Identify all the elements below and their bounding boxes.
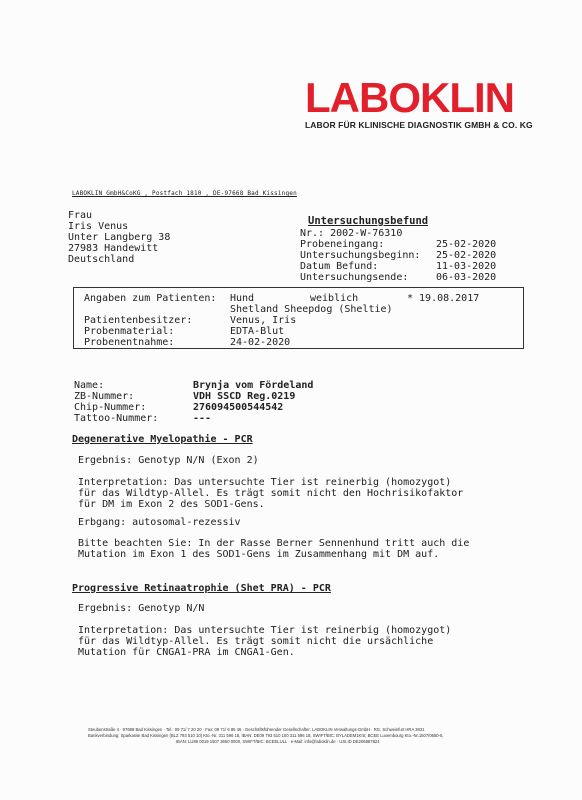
address-line: Iris Venus — [68, 221, 129, 232]
birth-value: * 19.08.2017 — [407, 293, 480, 304]
address-line: Deutschland — [68, 254, 135, 265]
exam-label: Probeneingang: — [300, 239, 385, 250]
dm-inheritance — [78, 517, 241, 528]
exam-values — [436, 228, 496, 283]
exam-labels — [300, 228, 420, 283]
interpretation-line: für das Wildtyp-Allel. Es trägt somit nicht die ursächliche — [78, 636, 434, 647]
interpretation-line: Interpretation: Das untersuchte Tier ist reinerbig (homozygot) — [78, 625, 452, 636]
sample-date-value: 24-02-2020 — [230, 337, 291, 348]
exam-value: 25-02-2020 — [436, 250, 497, 261]
inheritance-text: Erbgang: autosomal-rezessiv — [78, 517, 241, 528]
interpretation-line: für DM im Exon 2 des SOD1-Gens. — [78, 499, 265, 510]
dm-result — [78, 455, 259, 466]
sex-value: weiblich — [310, 293, 359, 304]
exam-value: 06-03-2020 — [436, 272, 497, 283]
pra-interpretation — [78, 625, 451, 658]
logo-subtitle: LABOR FÜR KLINISCHE DIAGNOSTIK GMBH & CO. KG — [305, 120, 533, 130]
interpretation-line: für das Wildtyp-Allel. Es trägt somit nicht den Hochrisikofaktor — [78, 488, 464, 499]
result-text: Ergebnis: Genotyp N/N — [78, 603, 205, 614]
result-text: Ergebnis: Genotyp N/N (Exon 2) — [78, 455, 259, 466]
chip-value: 276094500544542 — [193, 402, 284, 413]
zb-value: VDH SSCD Reg.0219 — [193, 391, 296, 402]
section-heading-dm: Degenerative Myelopathie - PCR — [72, 434, 253, 445]
sample-date-label: Probenentnahme: — [84, 337, 175, 348]
exam-number: Nr.: 2002-W-76310 — [300, 228, 403, 239]
tattoo-label: Tattoo-Nummer: — [74, 413, 159, 424]
address-line: Unter Langberg 38 — [68, 232, 171, 243]
patient-label: Angaben zum Patienten: — [84, 293, 217, 304]
material-label: Probenmaterial: — [84, 326, 175, 337]
exam-value: 25-02-2020 — [436, 239, 497, 250]
footer — [88, 727, 444, 745]
species-value: Hund — [230, 293, 255, 304]
note-line: Mutation im Exon 1 des SOD1-Gens im Zusammenhang mit DM auf. — [78, 549, 440, 560]
exam-label: Untersuchungsbeginn: — [300, 250, 421, 261]
material-value: EDTA-Blut — [230, 326, 285, 337]
patient-labels — [84, 293, 216, 348]
interpretation-line: Interpretation: Das untersuchte Tier ist reinerbig (homozygot) — [78, 477, 452, 488]
animal-values — [193, 380, 313, 424]
exam-label: Untersuchungsende: — [300, 272, 409, 283]
pra-result — [78, 603, 204, 614]
address-line: Frau — [68, 210, 93, 221]
owner-value: Venus, Iris — [230, 315, 297, 326]
interpretation-line: Mutation für CNGA1-PRA im CNGA1-Gen. — [78, 647, 295, 658]
dm-note — [78, 538, 469, 560]
breed-value: Shetland Sheepdog (Sheltie) — [230, 304, 393, 315]
owner-label: Patientenbesitzer: — [84, 315, 193, 326]
exam-label: Datum Befund: — [300, 261, 379, 272]
zb-label: ZB-Nummer: — [74, 391, 135, 402]
animal-labels — [74, 380, 158, 424]
note-line: Bitte beachten Sie: In der Rasse Berner Sennenhund tritt auch die — [78, 538, 470, 549]
animal-name-label: Name: — [74, 380, 105, 391]
footer-line: IBAN: LU85 0019 1507 3650 0000, SWIFT/BIC: BCEELULL · e-Mail: info@laboklin.de · USt.ID DE206887824 — [176, 739, 380, 744]
sender-line: LABOKLIN GmbH&CoKG , Postfach 1810 , DE-97668 Bad Kissingen — [72, 190, 297, 197]
exam-title: Untersuchungsbefund — [308, 215, 429, 227]
tattoo-value: --- — [193, 413, 212, 424]
exam-value: 11-03-2020 — [436, 261, 497, 272]
laboklin-logo: LABOKLIN — [305, 74, 514, 121]
footer-line: Bankverbindung: Sparkasse Bad Kissingen (BLZ 793 510 10) Kto.-Nr. 311 596 18, IBAN: DE09 793 510 100 311 596 18, SWIFT/BIC: BYLADEM1KIS; BCEE Luxembourg Kto.-Nr.1507/0650-5, — [88, 733, 444, 738]
animal-name-value: Brynja vom Fördeland — [193, 380, 314, 391]
footer-line: Steubenstraße 4 · 97688 Bad Kissingen · Tel.: 09 71/ 7 20 20 · Fax: 09 71/ 6 85 46 · Geschäftsführender Gesellschafter: LABOKLIN Verwaltungs-GmbH · RG. Schweinfurt HRA 3831 — [88, 727, 425, 732]
recipient-address — [68, 210, 170, 265]
section-heading-pra: Progressive Retinaatrophie (Shet PRA) - PCR — [72, 583, 331, 594]
chip-label: Chip-Nummer: — [74, 402, 147, 413]
dm-interpretation — [78, 477, 463, 510]
address-line: 27983 Handewitt — [68, 243, 159, 254]
